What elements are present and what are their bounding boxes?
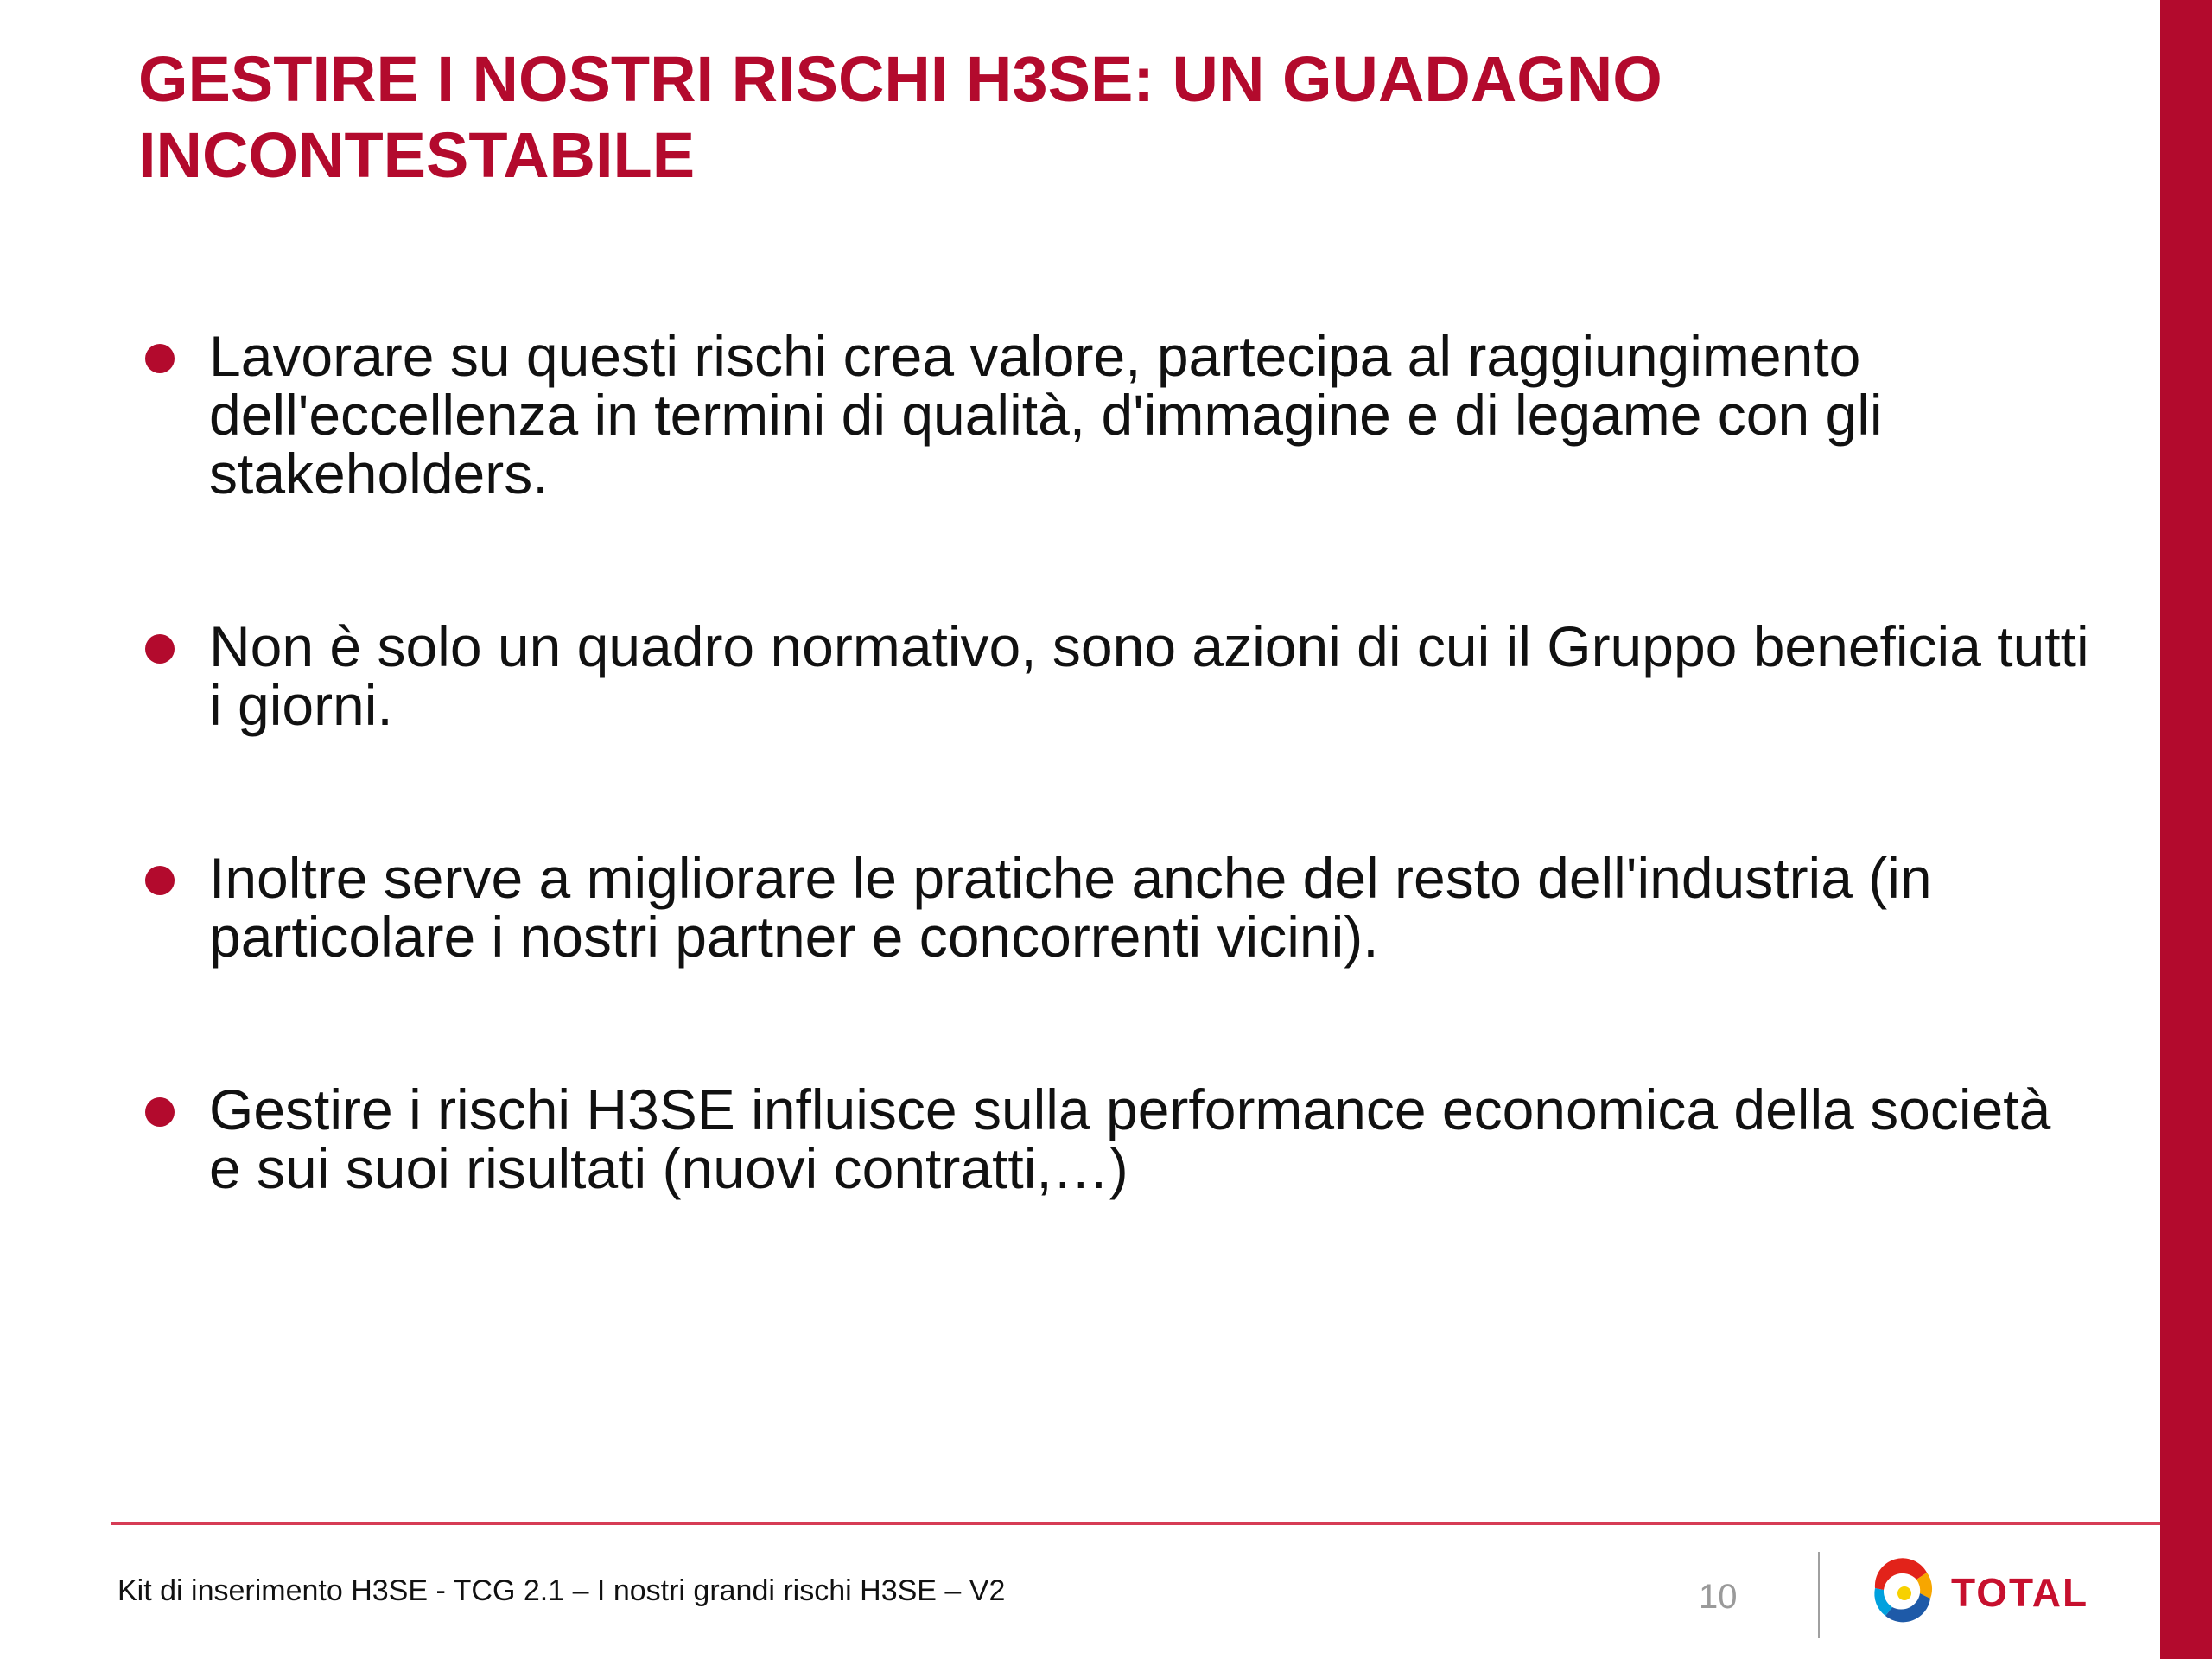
footer-vertical-divider xyxy=(1818,1552,1820,1638)
bullet-dot-icon xyxy=(145,344,175,373)
page-number: 10 xyxy=(1699,1578,1738,1616)
bullet-dot-icon xyxy=(145,1097,175,1127)
list-item xyxy=(138,1077,2091,1200)
footer-divider-line xyxy=(111,1522,2160,1525)
logo-wordmark: TOTAL xyxy=(1951,1570,2089,1615)
bullet-text: Gestire i rischi H3SE influisce sulla performance economica della società e sui suoi risultati (nuovi contratti,…) xyxy=(209,1077,2051,1200)
slide-title: GESTIRE I NOSTRI RISCHI H3SE: UN GUADAGNO INCONTESTABILE xyxy=(138,43,1662,191)
list-item xyxy=(138,614,2091,737)
list-item xyxy=(138,846,2091,969)
accent-side-bar xyxy=(2160,0,2212,1659)
total-logo-icon xyxy=(1866,1554,1939,1626)
bullet-list xyxy=(138,324,2091,1312)
total-logo xyxy=(1866,1554,2126,1626)
bullet-dot-icon xyxy=(145,634,175,664)
footer-caption: Kit di inserimento H3SE - TCG 2.1 – I nostri grandi rischi H3SE – V2 xyxy=(118,1574,1006,1607)
bullet-dot-icon xyxy=(145,866,175,895)
bullet-text: Non è solo un quadro normativo, sono azioni di cui il Gruppo beneficia tutti i giorni. xyxy=(209,614,2089,737)
bullet-text: Lavorare su questi rischi crea valore, partecipa al raggiungimento dell'eccellenza in termini di qualità, d'immagine e di legame con gli stakeholders. xyxy=(209,324,1883,505)
list-item xyxy=(138,324,2091,505)
bullet-text: Inoltre serve a migliorare le pratiche anche del resto dell'industria (in particolare i nostri partner e concorrenti vicini). xyxy=(209,846,1932,969)
